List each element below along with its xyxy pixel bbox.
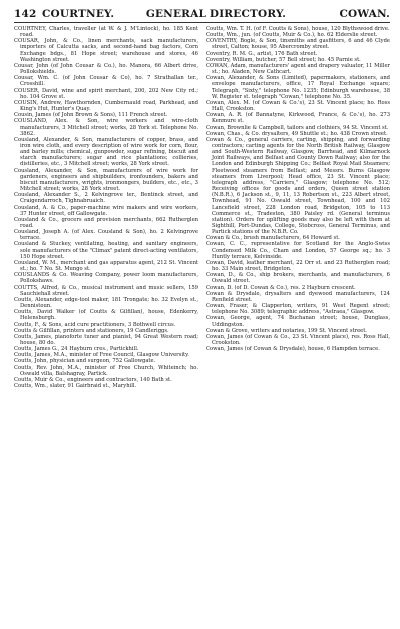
page-number: 142 [14,8,37,20]
directory-entry: Cousin, James (of John Brown & Sons), 111 French street. [14,112,168,119]
directory-entry: COUSAR, John, & Co., linen merchants, sack manufacturers, importers of Calcutta sacks, and second-hand bag factors, Corn Exchange bdgs., 81 Hope street; warehouse and stores, 46 Washington street. [14,38,198,63]
directory-entry: COVENTRY, Bogle, & Son, tinsmiths and gasfitters, 6 and 46 Clyde street, Calton; house, 95 Abercromby street. [206,38,390,51]
directory-entry: Cowan, Fraser, & Clapperton, writers, 91 West Regent street; telephone No. 3089; telegraphic address, "Astraea," Glasgow. [206,303,390,316]
page-title: GENERAL DIRECTORY. [145,8,287,20]
directory-entry: Cowan & Grove, writers and notaries, 199 St. Vincent street. [206,327,367,334]
directory-entry: Coventry, William, butcher, 57 Bell street; ho. 45 Parnie st. [206,56,361,63]
directory-entry: Cowan & Drysdale, drysalters and dyewood manufacturers, 124 Renfield street. [206,290,390,303]
directory-entry: COUSER, David, wine and spirit merchant, 200, 202 New City rd.; ho. 104 Grove st. [14,87,198,100]
left-column [14,26,198,389]
directory-entry: Coutts, Rev. John, M.A., minister of Free Church, Whiteinch; ho. Oswald villa, Balshagray, Partick. [14,364,198,377]
directory-entry: Cousland & Co., grocers and provision merchants, 662 Rutherglen road. [14,216,198,229]
directory-entry: Coutts, James G., 24 Hayburn cres., Partickhill. [14,346,139,353]
directory-entry: Cowan, C. C., representative for Scotland for the Anglo-Swiss Condensed Milk Co., Cham and London, 57 George sq.; ho. 3 Huntly terrace, Kelvinside. [206,241,390,260]
directory-entry: COUSLANDS & Co. Weaving Company, power loom manufacturers, Pollokshaws. [14,272,198,285]
directory-entry: Cowan, David, leather merchant, 22 Orr st. and 23 Rutherglen road; ho. 33 Main street, Bridgeton. [206,259,390,273]
directory-entry: Coutts, F., & Sons, acid cure practitioners, 3 Bothwell circus. [14,321,176,328]
directory-entry: COUTTS, Alfred, & Co., musical instrument and music sellers, 159 Sauchiehall street. [14,284,198,297]
right-column [206,26,390,389]
directory-entry: Cowan, A. R. (of Bannatyne, Kirkwood, France, & Co.'s), ho. 273 Kenmure st. [206,112,390,125]
directory-entry: Cousland, Alexander, & Son, manufacturers of wire work for gardeners, engineers and shipbuilders, ironfounders, bakers and biscuit manufacturers, wrights, ironmongers, builders, etc., etc., 3 Mitchell street; works, 28 York street. [14,167,198,193]
directory-entry: Cousland, Alexander S., 2 Kelvingrove ter., Bentinck street, and Craigendarroch, Tighnabruaich. [14,192,198,205]
directory-entry: Coutts, John, physician and surgeon, 752 Gallowgate. [14,358,156,365]
directory-entry: Cowan, George, agent, 74 Buchanan street; house, Dunglass, Uddingston. [206,315,390,328]
directory-entry: Coutts & Gilfillan, printers and stationers, 19 Candleriggs. [14,327,169,334]
directory-entry: Coutts, James, M.A., minister of Free Council, Glasgow University. [14,352,189,359]
directory-entry: Cousland & Stuckey, ventilating, heating, and sanitary engineers, sole manufacturers of the "Climax" patent direct-acting ventilators, 150 Hope street. [14,241,198,260]
directory-entry: COUSLAND, Alex. & Son, wire workers and wire-cloth manufacturers, 3 Mitchell street; works, 28 York st. Telephone No. 3862. [14,118,198,137]
directory-entry: Cousar, Wm. C. (of John Cousar & Co), ho. 7 Strathallan ter., Crosshill. [14,75,198,88]
directory-entry: Cowan, D., & Co., ship brokers, merchants, and manufacturers, 6 Oswald street. [206,272,390,285]
directory-entry: COWAN, Adam, manufacturers' agent and drapery valuator, 11 Miller st.; ho. Aladen, New Cathcart. [206,62,390,76]
directory-entry: Cowan, James (of Cowan & Drysdale), house, 6 Hampden terrace. [206,346,380,353]
directory-entry: Cousland, Joseph A. (of Alex. Cousland & Son), ho. 2 Kelvingrove terrace. [14,229,198,242]
directory-entry: Cowan, Alexander, & Sons (Limited), papermakers, stationers, and envelope manufacturers, office, 17 Royal Exchange square; Telegraph, "Sixty," telephone No. 1235; Edinburgh warehouse, 38 W. Register st. telegraph "Cowan," telephone No. 35. [206,75,390,100]
directory-entry: Cousland, W. M., merchant and gas apparatus agent, 212 St. Vincent st.; ho. 7 No. St. Mungo st. [14,259,198,273]
directory-entry: COURTNEY, Charles, traveller (at W. & J. M'Lintock), ho. 185 Kent road. [14,26,198,39]
directory-entry: COUSIN, Andrew, Hawthornden, Cumbernauld road, Parkhead, and King's Hut, Hunter's Quay. [14,99,198,113]
directory-entry: Cowan, Brownlie & Campbell, tailors and clothiers, 94 St. Vincent st. [206,124,389,131]
directory-entry: Coutts, David Walker (of Coutts & Gilfillan), house, Edenkerry, Helensburgh. [14,309,198,322]
directory-entry: Coutts, Wm. T. H. (of F. Coutts & Sons), house, 120 Blythswood drive. [206,26,390,32]
page-header [14,8,390,23]
directory-entry: Cowan, Alex. M. (of Cowan & Co.'s), 23 St. Vincent place; ho. Ross Hall, Crookston. [206,99,390,113]
directory-entry: Cowan, James (of Cowan & Co., 23 St. Vincent place), res. Ross Hall, Crookston. [206,333,390,346]
directory-entry: Cousar, John (of John Cousar & Co.), ho. Manora, 66 Albert drive, Pollokshields. [14,62,198,76]
directory-entry: Cowan & Co., brush manufacturers, 64 Howard st. [206,235,340,242]
directory-entry: Cowan & Co., general carriers, carting, shipping, and forwarding contractors; carting agents for the North British Railway, Glasgow and South-Western Railway, Glasgow, Barrhead, and Kilmarnock Joint Railways, and Belfast and County Down Railway; also for the London and Edinburgh Shipping Co.; Belfast Royal Mail Steamers; Fleetwood steamers from Belfast; and Messrs. Burns Glasgow steamers from Liverpool; Head office, 23 St. Vincent place; telegraph address, "Carriers," Glasgow; telephone No. 512; Receiving offices for goods and orders, Queen street station (N.B.R.), 6 Jackson st., 9, 11, 13 Robertson st., 223 Albert street, Townhead, 91 No. Oswald street, Townhead, 100 and 102 Lancefield street, 228 London road, Bridgeton, 105 to 113 Commerce st., Tradeston, 380 Paisley rd. (General terminus station). Orders for uplifting goods may also be left with them at Sighthill, Port-Dundas, College, Stobcross, General Terminus, and Partick stations of the N.B.R. Co. [206,136,390,236]
directory-entry: Coutts, Muir & Co., engineers and contractors, 140 Bath st. [14,376,172,383]
header-left-keyword: COURTNEY. [42,8,115,20]
directory-entry: Cowan, D. (of D. Cowan & Co.), res. 2 Hayburn crescent. [206,284,356,291]
directory-entry: Cousland, A. & Co., paper-machine wire makers and wire workers, 37 Hunter street, off Gallowgate. [14,204,198,217]
directory-entry: Coutts, James, pianoforte tuner and pianist, 94 Great Western road; house, 80 do. [14,333,198,346]
directory-entry: Coventry, R. M. G., artist, 176 Bath street. [206,50,318,57]
directory-entry: Coutts, Wm., jun. (of Coutts, Muir & Co.), ho. 62 Elderslie street. [206,32,378,39]
directory-entry: Coutts, Alexander, edge-tool maker, 181 Trongate; ho. 32 Evelyn st., Dennistoun. [14,296,198,310]
directory-columns [14,26,390,389]
directory-entry: Cowan, Chas., & Co. drysalters, 49 Shuttle st.; ho. 438 Crown street. [206,130,388,137]
header-right-keyword: COWAN. [339,8,390,20]
directory-entry: Cousland, Alexander, & Son, manufacturers of copper, brass, and iron wire cloth, and every description of wire work for corn, flour, and barley mills; chemical, gunpowder, sugar refining, biscuit and starch manufacturers; sugar and rice plantations; collieries, distilleries, etc., 3 Mitchell street; works, 28 York street. [14,136,198,168]
directory-entry: Coutts, Wm., slater, 91 Gairbraid st., Maryhill. [14,383,137,390]
